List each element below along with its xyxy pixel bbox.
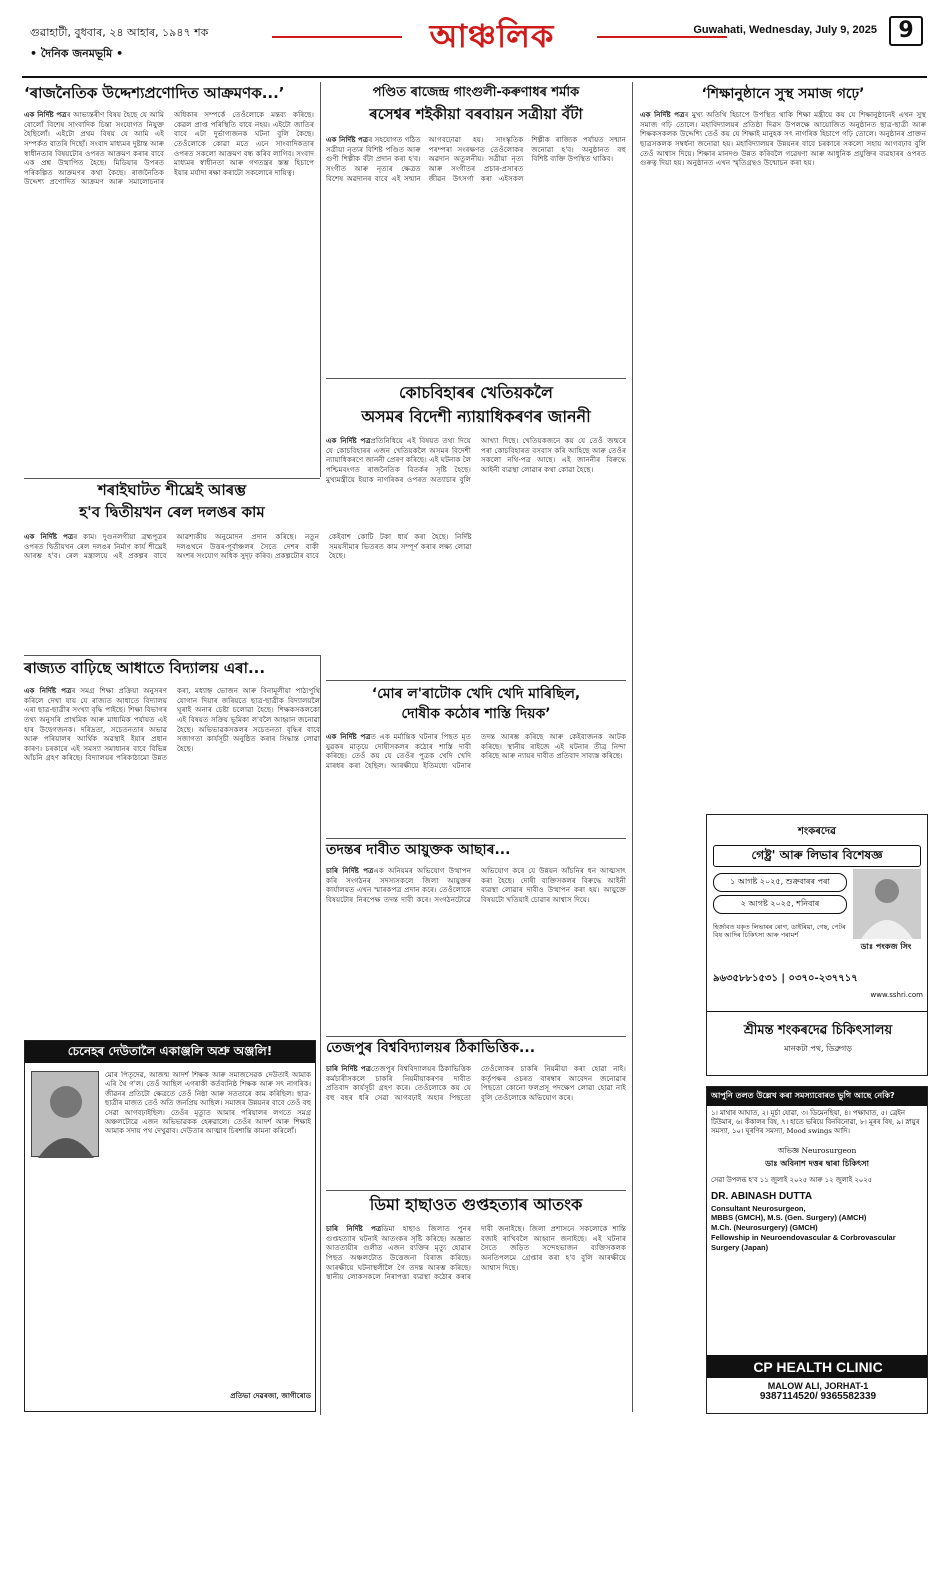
masthead [22,14,927,74]
headline-line-2: অসমৰ বিদেশী ন্যায়াধিকৰণৰ জাননী [361,407,591,426]
column-divider [632,82,633,682]
ad-note: হিৰ্জাবত যকৃত লিভাৰৰ ৰোগ, ডাইৰিয়া, গেছ, পেটৰ বিষ আদিৰ চিকিৎসা আৰু পৰামৰ্শ [713,923,846,940]
section-divider [326,680,626,681]
dateline: চাৰি নিৰ্দিষ্ট পত্ৰ [326,1064,372,1073]
column-divider [320,82,321,477]
headline-line-1: শৰাইঘাটত শীঘ্ৰেই আৰম্ভ [97,481,247,499]
ad-title: গেষ্ট্ৰ' আৰু লিভাৰ বিশেষজ্ঞ [713,845,921,867]
dateline: এক নিৰ্দিষ্ট পত্ৰ [24,686,72,695]
ad-address: মানকটা পথ, ডিব্ৰুগড় [784,1043,852,1053]
article-body [24,110,314,465]
ad-footer [707,1011,928,1076]
date-assamese: গুৱাহাটী, বুধবাৰ, ২৪ আহাৰ, ১৯৪৭ শক [30,26,209,39]
ad-doctor-english: DR. ABINASH DUTTA [711,1190,813,1202]
qual-line: Consultant Neurosurgeon, [711,1203,806,1213]
qual-line: M.Ch. (Neurosurgery) (GMCH) [711,1223,818,1233]
ad-doctor-name: ডাঃ পংকজ সিং [860,942,912,951]
ad-date-2: ২ আগষ্ট ২০২৫, শনিবাৰ [713,895,847,914]
body-text: ৰ সহযোগত গঠিত সত্ৰীয়া নৃত্যৰ বিশিষ্ট পণ্ডিত আৰু গুণী শিল্পীক বঁটা প্ৰদান কৰা হ'ব। সংগীত আৰু নৃত্যৰ ক্ষেত্ৰত বিশেষ অৱদানৰ বাবে এই সন্মান আগবঢ়োৱা হয়। সাংস্কৃতিক পৰম্পৰা সংৰক্ষণত তেওঁলোকৰ অৱদান অতুলনীয়। সত্ৰীয়া নৃত্য আৰু সংগীতৰ প্ৰচাৰ-প্ৰসাৰত জীৱন উৎসৰ্গা কৰা এইসকল শিল্পীক ৰাজ্যিক পৰ্যায়ত সন্মান জনোৱা হ'ব। অনুষ্ঠানত বহু বিশিষ্ট ব্যক্তি উপস্থিত থাকিব। [326,135,626,183]
body-text: ৰ আভ্যন্তৰীণ বিষয় হৈছে যে আমি বোলোঁ বিশেষ সাংবাদিক চিন্তা সংযোগত নিযুক্ত হৈছিলোঁ। এইটো প্ৰথম বিষয় যে আমি এই সম্পৰ্কত বাতৰি দিছোঁ। সংবাদ মাধ্যমৰ দুষ্টান্ত আৰু স্বাধীনতাৰ বিষয়টোৰ ওপৰত আক্ৰমণ কৰাৰ বাবে এক প্ৰশ্ন উত্থাপিত হৈছে। মিডিয়াৰ উপৰত পৰিকল্পিত আক্ৰমণৰ কথা কৈছে। ৰাজনৈতিক উদ্দেশ্য প্ৰণোদিত আক্ৰমণ আৰু সমালোচনাৰ অধিকাৰ সম্পৰ্কে তেওঁলোকে মন্তব্য কৰিছে। কেৱল প্ৰাপ্ত পৰিস্থিতি বাবে নহয়। এইটো জাতিৰ বাবে এটা দুৰ্ভাগ্যজনক ঘটনা বুলি কৈছে। তেওঁলোকে কোৱা মতে এনে সাংবাদিকতাৰ ওপৰত সকলো আক্ৰমণ বন্ধ কৰিব লাগিব। সংবাদ মাধ্যমৰ স্বাধীনতা আৰু গণতন্ত্ৰৰ স্তম্ভ হিচাপে ইয়াৰ মৰ্যাদা ৰক্ষা কৰাটো সকলোৰে দায়িত্ব। [24,110,314,187]
person-icon [32,1072,100,1158]
section-divider [24,655,320,656]
body-text: তেজপুৰ বিশ্ববিদ্যালয়ৰ ঠিকাভিত্তিক কৰ্মচাৰীসকলে চাকৰি নিয়মীয়াকৰণৰ দাবীত প্ৰতিবাদ কাৰ্যসূচী গ্ৰহণ কৰে। তেওঁলোকে কয় যে বহু বছৰ ধৰি সেৱা আগবঢ়াই অহাৰ পিছতো তেওঁলোকৰ চাকৰি নিয়মীয়া কৰা হোৱা নাই। কৰ্তৃপক্ষৰ ওচৰত বাৰম্বাৰ আবেদন জনোৱাৰ পিছতো কোনো ফলপ্ৰসূ পদক্ষেপ লোৱা হোৱা নাই বুলি তেওঁলোকে অভিযোগ কৰে। [326,1064,626,1102]
body-text: ত এক মৰ্মান্তিক ঘটনাৰ পিছত মৃত যুৱকৰ মাতৃয়ে দোষীসকলৰ কঠোৰ শাস্তি দাবী কৰিছে। তেওঁ কয় যে তেওঁৰ পুত্ৰক খেদি খেদি মাৰধৰ কৰা হৈছিল। আৰক্ষীয়ে ইতিমধ্যে ঘটনাৰ তদন্ত আৰম্ভ কৰিছে আৰু কেইবাজনক আটক কৰিছে। স্থানীয় ৰাইজে এই ঘটনাৰ তীব্ৰ নিন্দা কৰিছে আৰু ন্যায়ৰ দাবীত প্ৰতিবাদ সাব্যস্ত কৰিছে। [326,732,626,770]
headline: তেজপুৰ বিশ্ববিদ্যালয়ৰ ঠিকাভিত্তিক... [326,1040,536,1056]
headline-line-1: পণ্ডিত ৰাজেন্দ্ৰ গাংগুলী-কৰুণাধৰ শৰ্মাক [372,85,580,100]
section-divider [326,1190,626,1191]
ad-speciality: অভিজ্ঞ Neurosurgeon [777,1145,857,1155]
body-text: ডিমা হাছাও জিলাত পুনৰ গুপ্তহত্যাৰ ঘটনাই আতংকৰ সৃষ্টি কৰিছে। অজ্ঞাত আততায়ীৰ গুলীত এজন ব্যক্তিৰ মৃত্যু হোৱাৰ পিছত অঞ্চলটোত উত্তেজনা বিৰাজ কৰিছে। আৰক্ষীয়ে ঘটনাস্থলীলৈ গৈ তদন্ত আৰম্ভ কৰিছে। স্থানীয় লোকসকলে নিৰাপত্তা ব্যৱস্থা কঠোৰ কৰাৰ দাবী জনাইছে। জিলা প্ৰশাসনে সকলোকে শান্তি বজাই ৰাখিবলৈ আহ্বান জনাইছে। এই ঘটনাৰ সৈতে জড়িত সন্দেহভাজন ব্যক্তিসকলক অনতিপলমে গ্ৰেপ্তাৰ কৰা হ'ব বুলি আৰক্ষীয়ে আশ্বাস দিছে। [326,1224,626,1282]
headline-line-1: কোচবিহাৰৰ খেতিয়কলৈ [399,383,553,402]
headline-line-2: দোষীক কঠোৰ শাস্তি দিয়ক’ [401,706,551,722]
obituary-title: চেনেহৰ দেউতালৈ একাঞ্জলি অশ্ৰু অঞ্জলি! [67,1044,273,1058]
column-divider [320,655,321,1415]
dateline: চাৰি নিৰ্দিষ্ট পত্ৰ [326,1224,382,1233]
section-divider [326,1036,626,1037]
obituary-signature: প্ৰতিভা দেৱৰজা, জাগীৰোড [230,1391,311,1400]
obituary-body: মোৰ পিতৃদেৱ, আজন্ম আদৰ্শ শিক্ষক আৰু সমাজসেৱক দেউতাই আমাক এৰি থৈ গ'ল। তেওঁ আছিল এগৰাকী কৰ্তব্যনিষ্ঠ শিক্ষক আৰু সৎ নাগৰিক। জীৱনৰ প্ৰতিটো ক্ষেত্ৰতে তেওঁ নিষ্ঠা আৰু সততাৰে কাম কৰিছিল। ছাত্ৰ-ছাত্ৰীৰ মাজত তেওঁ অতি জনপ্ৰিয় আছিল। সমাজৰ উন্নয়নৰ বাবে তেওঁ বহু সেৱা আগবঢ়াইছিল। তেওঁৰ মৃত্যুত আমাৰ পৰিয়ালৰ লগতে সমগ্ৰ অঞ্চলটোৱে এজন অভিভাৱকক হেৰুৱালে। তেওঁৰ আদৰ্শ আৰু শিক্ষাই আমাক সদায় পথ দেখুৱাব। দেউতাৰ আত্মাৰ চিৰশান্তি কামনা কৰিলোঁ। [105,1071,311,1136]
logo-rule-right [597,36,727,38]
ad-org: শংকৰদেৱ [798,826,836,837]
headline-line-2: ৰসেশ্বৰ শইকীয়া বৰবায়ন সত্ৰীয়া বঁটা [369,105,583,123]
doctor-photo [853,869,921,939]
article-body [24,686,320,1036]
body-text: ৰ কাম। দুগুনলগীয়া ব্ৰহ্মপুত্ৰৰ ওপৰত দ্বিতীয়খন ৰেল দলঙৰ নিৰ্মাণ কাৰ্য শীঘ্ৰেই আৰম্ভ হ'ব। ৰেল মন্ত্ৰালয়ে এই প্ৰকল্পৰ বাবে আৱশ্যকীয় অনুমোদন প্ৰদান কৰিছে। নতুন দলঙখনে উত্তৰ-পূৰ্বাঞ্চলৰ সৈতে দেশৰ বাকী অংশৰ সংযোগ অধিক সুদৃঢ় কৰিব। প্ৰকল্পটোৰ বাবে কেইবাশ কোটি টকা ধাৰ্য কৰা হৈছে। নিৰ্দিষ্ট সময়সীমাৰ ভিতৰত কাম সম্পূৰ্ণ কৰাৰ লক্ষ্য লোৱা হৈছে। [24,532,472,561]
qual-line: MBBS (GMCH), M.S. (Gen. Surgery) (AMCH) [711,1213,867,1223]
article-body [326,732,626,832]
article-body [640,110,926,810]
ad-schedule: সেৱা উপলব্ধ হ'ব ১১ জুলাই ২০২৫ আৰু ১২ জুলাই ২০২৫ [711,1175,873,1184]
clinic-name: CP HEALTH CLINIC [707,1356,928,1378]
headline: তদন্তৰ দাবীত আয়ুক্তক আছাৰ... [326,842,511,858]
section-divider [326,838,626,839]
dateline: এক নিৰ্দিষ্ট পত্ৰ [24,110,67,119]
body-text: ৰ সমগ্ৰ শিক্ষা প্ৰক্ৰিয়া অনুসৰণ কৰিলে দেখা যায় যে ৰাজ্যত আধাতে বিদ্যালয় এৰা ছাত্ৰ-ছাত্ৰীৰ সংখ্যা বৃদ্ধি পাইছে। শিক্ষা বিভাগৰ তথ্য অনুসৰি প্ৰাথমিক আৰু মাধ্যমিক পৰ্যায়ত এই হাৰ উদ্বেগজনক। দৰিদ্ৰতা, সচেতনতাৰ অভাৱ আৰু পৰিয়ালৰ আৰ্থিক অৱস্থাই ইয়াৰ প্ৰধান কাৰণ। চৰকাৰে এই সমস্যা সমাধানৰ বাবে বিভিন্ন আঁচনি গ্ৰহণ কৰিছে। বিদ্যালয়ৰ পৰিকাঠামো উন্নত কৰা, মধ্যাহ্ন ভোজন আৰু বিনামূলীয়া পাঠ্যপুথি যোগান দিয়াৰ জৰিয়তে ছাত্ৰ-ছাত্ৰীক বিদ্যালয়লৈ ঘূৰাই অনাৰ চেষ্টা চলোৱা হৈছে। শিক্ষকসকলকো এই বিষয়ত সক্ৰিয় ভূমিকা ল'বলৈ আহ্বান জনোৱা হৈছে। অভিভাৱকসকলৰ সচেতনতা বৃদ্ধিৰ বাবে সজাগতা কাৰ্যসূচী অনুষ্ঠিত কৰাৰ সিদ্ধান্ত লোৱা হৈছে। [24,686,320,763]
page-number: 9 [889,16,923,46]
ad-phone: ৯৬৩৫৮৮১৫৩১ | ০৩৭০-২৩৭৭১৭ [713,973,858,984]
clinic-footer [707,1355,928,1413]
body-text: ৰ মুখ্য অতিথি হিচাপে উপস্থিত থাকি শিক্ষা মন্ত্ৰীয়ে কয় যে শিক্ষানুষ্ঠানেই এখন সুস্থ সমাজ গঢ়ি তোলে। মহাবিদ্যালয়ৰ প্ৰতিষ্ঠা দিৱস উপলক্ষে আয়োজিত অনুষ্ঠানত ছাত্ৰ-ছাত্ৰী আৰু শিক্ষকসকলক উদ্দেশ্যি তেওঁ কয় যে শিক্ষাই মানুহক সৎ নাগৰিক হিচাপে গঢ়ি তোলে। অনুষ্ঠানৰ প্ৰাক্তন ছাত্ৰসকলক সম্বৰ্ধনা জনোৱা হয়। মহাবিদ্যালয়ৰ উন্নয়নৰ বাবে চৰকাৰে সকলো সহায় আগবঢ়াব বুলি তেওঁ আশ্বাস দিয়ে। শিক্ষাৰ মানদণ্ড উন্নত কৰিবলৈ গৱেষণা আৰু আধুনিক প্ৰযুক্তিৰ ব্যৱহাৰৰ ওপৰত গুৰুত্ব দিয়া হয়। অনুষ্ঠানত এখন স্মৃতিগ্ৰন্থও উন্মোচন কৰা হয়। [640,110,926,168]
ad-qualifications [707,1204,927,1253]
article-body [326,866,626,1031]
dateline: এক নিৰ্দিষ্ট পত্ৰ [326,135,369,144]
header-rule [22,76,927,78]
obituary-box [24,1040,316,1412]
headline: ‘ৰাজনৈতিক উদ্দেশ্যপ্ৰণোদিত আক্ৰমণক...’ [24,84,285,102]
headline: ৰাজ্যত বাঢ়িছে আধাতে বিদ্যালয় এৰা... [24,659,266,677]
section-divider [326,378,626,379]
section-divider [24,478,320,479]
ad-website: www.sshri.com [870,991,923,999]
ad-date-1: ১ আগষ্ট ২০২৫, শুক্ৰবাৰৰ পৰা [713,873,847,892]
logo [402,14,582,64]
doctor-icon [853,869,921,939]
clinic-phone: 9387114520/ 9365582339 [759,1391,877,1402]
ad-hospital: শ্ৰীমন্ত শংকৰদেৱ চিকিৎসালয় [743,1023,893,1038]
headline: ডিমা হাছাওত গুপ্তহত্যাৰ আতংক [369,1195,583,1214]
obituary-header [25,1041,315,1063]
dateline: এক নিৰ্দিষ্ট পত্ৰ [326,436,371,445]
ad-symptoms: ১। মাথাৰ আঘাত, ২। মূৰ্চা যোৱা, ৩। ডিমেনছিয়া, ৪। পক্ষাঘাত, ৫। ব্ৰেইন টিউমাৰ, ৬। কঁকালৰ বিষ, ৭। হাতে ভৰিয়ে বিনবিনোৱা, ৮। মূৰৰ বিষ, ৯। স্নায়ুৰ সমস্যা, ১০। ঘূৰণিৰ সমস্যা, Mood swings আদি। [711,1109,920,1136]
headline-line-2: হ'ব দ্বিতীয়খন ৰেল দলঙৰ কাম [79,503,265,521]
cp-health-ad [706,1086,928,1414]
qual-line: Fellowship in Neuroendovascular & Corbrovascular Surgery (Japan) [711,1232,896,1252]
ad-dates [713,873,847,914]
article-body [326,1224,626,1412]
dateline: এক নিৰ্দিষ্ট পত্ৰ [326,732,371,741]
dateline: এক নিৰ্দিষ্ট পত্ৰ [640,110,685,119]
column-divider [632,682,633,1412]
dateline: এক নিৰ্দিষ্ট পত্ৰ [24,532,74,541]
headline: ‘শিক্ষানুষ্ঠানে সুস্থ সমাজ গঢ়ে’ [701,86,865,102]
ad-header [707,815,927,841]
date-english: Guwahati, Wednesday, July 9, 2025 [693,24,877,36]
dateline: চাৰি নিৰ্দিষ্ট পত্ৰ [326,866,374,875]
ad-doctor-assamese: ডাঃ অবিনাশ দত্তৰ দ্বাৰা চিকিৎসা [765,1158,869,1168]
clinic-address: MALOW ALI, JORHAT-1 [767,1381,869,1391]
portrait-photo [31,1071,99,1157]
ad-question: আপুনি তলত উল্লেখ কৰা সমস্যাবোৰত ভুগি আছে নেকি? [707,1087,927,1106]
article-body [24,532,624,650]
logo-text: আঞ্চলিক [429,17,555,55]
body-text: প্ৰতিনিধিয়ে এই বিষয়ত তথ্য দিয়ে যে কোচবিহাৰৰ এজন খেতিয়কলৈ অসমৰ বিদেশী ন্যায়াধিকৰণে জাননী প্ৰেৰণ কৰিছে। এই ঘটনাক লৈ পশ্চিমবংগত ৰাজনৈতিক বিতৰ্কৰ সৃষ্টি হৈছে। মুখ্যমন্ত্ৰীয়ে ইয়াক নাগৰিকৰ ওপৰত অত্যাচাৰ বুলি আখ্যা দিছে। খেতিয়কজনে কয় যে তেওঁ জন্মৰে পৰা কোচবিহাৰত বসবাস কৰি আহিছে আৰু তেওঁৰ সকলো নথি-পত্ৰ আছে। এই জাননীৰ বিৰুদ্ধে আইনী ব্যৱস্থা লোৱাৰ কথা কোৱা হৈছে। [326,436,626,484]
sankardev-ad [706,814,928,1076]
masthead-sub: • দৈনিক জনমভূমি • [30,47,124,60]
article-body [326,1064,626,1184]
body-text: এক অনিয়মৰ অভিযোগ উত্থাপন কৰি সংগঠনৰ সদস্যসকলে জিলা আয়ুক্তৰ কাৰ্যালয়ত এখন স্মাৰকপত্ৰ প্ৰদান কৰে। তেওঁলোকে বিষয়টোৰ নিৰপেক্ষ তদন্ত দাবী কৰে। সংগঠনটোৱে অভিযোগ কৰে যে উন্নয়ন আঁচনিৰ ধন আত্মসাৎ কৰা হৈছে। দোষী ব্যক্তিসকলৰ বিৰুদ্ধে আইনী ব্যৱস্থা লোৱাৰ দাবীও উত্থাপন কৰা হয়। আয়ুক্তে বিষয়টো খতিয়াই চোৱাৰ আশ্বাস দিয়ে। [326,866,626,904]
article-body [326,135,626,370]
logo-rule-left [272,36,402,38]
headline-line-1: ‘মোৰ ল'ৰাটোক খেদি খেদি মাৰিছিল, [371,686,581,702]
